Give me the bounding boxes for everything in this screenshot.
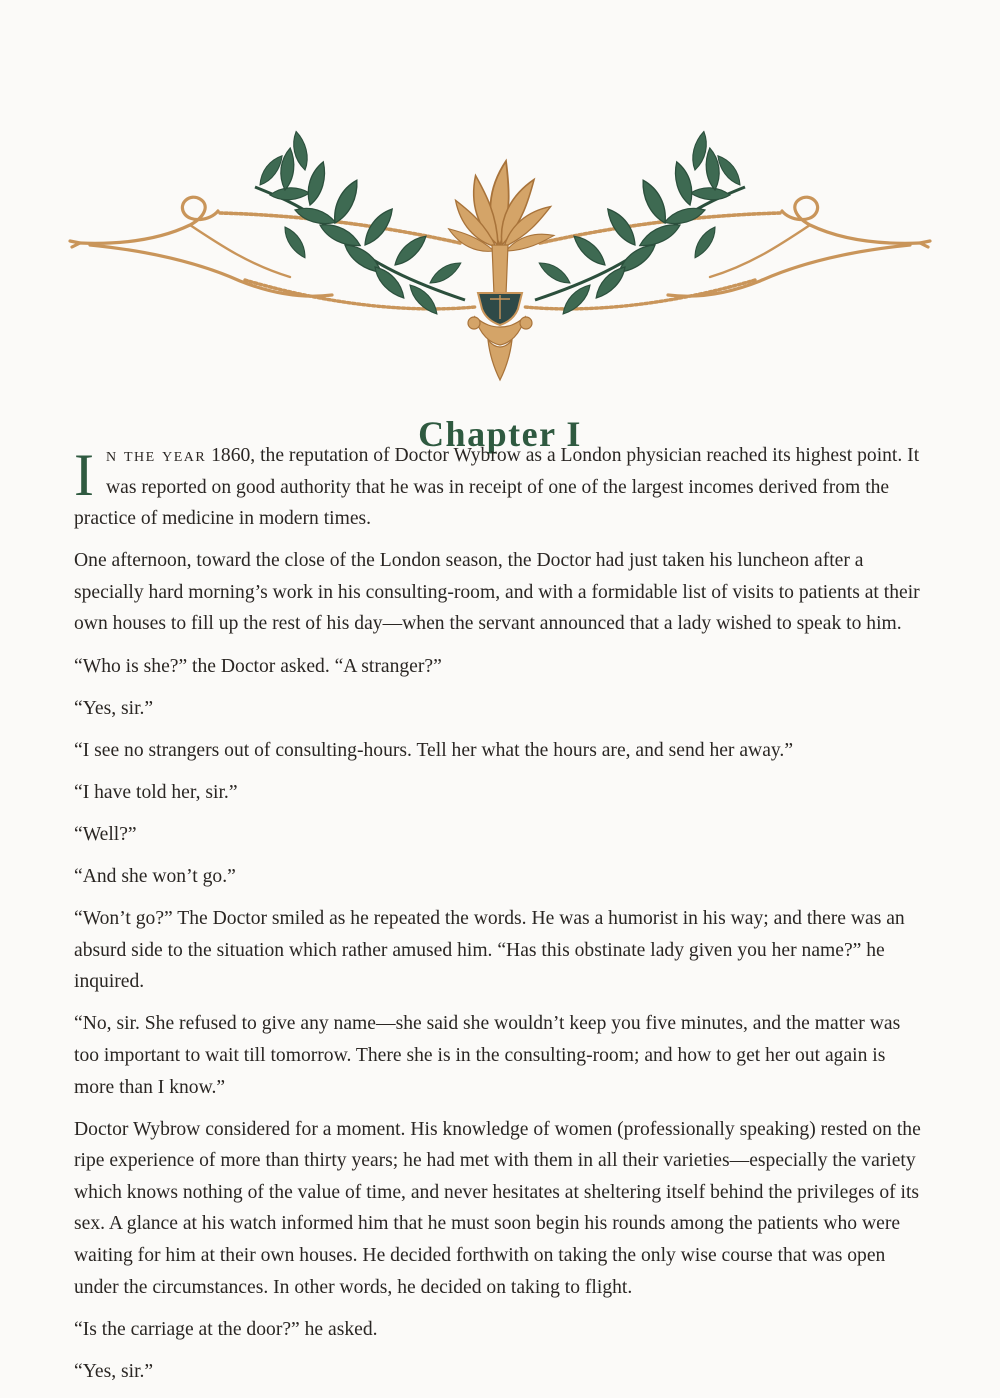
- chapter-title: Chapter I: [418, 414, 582, 455]
- paragraph: “And she won’t go.”: [74, 866, 236, 888]
- paragraph: Doctor Wybrow considered for a moment. His knowledge of women (professionally speaking) rested on the ripe experience of more than thirty years; he had met with them in all their varieties—especially the variety which knows nothing of the value of time, and never hesitates at sheltering itself behind the privileges of its sex. A glance at his watch informed him that he must soon begin his rounds among the patients who were waiting for him at their own houses. He decided forthwith on taking the only wise course that was open under the circumstances. In other words, he decided on taking to flight.: [74, 1118, 921, 1298]
- paragraph: “Who is she?” the Doctor asked. “A stranger?”: [74, 655, 442, 677]
- first-paragraph: [74, 440, 926, 535]
- drop-cap: I: [74, 442, 94, 508]
- first-paragraph-text: 1860, the reputation of Doctor Wybrow as a London physician reached its highest point. It was reported on good authority that he was in receipt of one of the largest incomes derived from the practice of medicine in modern times.: [74, 445, 920, 530]
- floral-ornament-icon: [70, 95, 930, 390]
- paragraph: “No, sir. She refused to give any name—she said she wouldn’t keep you five minutes, and the matter was too important to wait till tomorrow. There she is in the consulting-room; and how to get her out again is more than I know.”: [74, 1013, 901, 1098]
- opening-smallcaps: n the year: [105, 445, 207, 466]
- paragraph: “Yes, sir.”: [74, 1360, 154, 1382]
- paragraph: “Well?”: [74, 823, 137, 845]
- paragraph: “Won’t go?” The Doctor smiled as he repeated the words. He was a humorist in his way; and there was an absurd side to the situation which rather amused him. “Has this obstinate lady given you her name?” he inquired.: [74, 908, 905, 993]
- paragraph: “I see no strangers out of consulting-hours. Tell her what the hours are, and send her away.”: [74, 739, 794, 761]
- paragraph: “Is the carriage at the door?” he asked.: [74, 1318, 378, 1340]
- paragraph: “Yes, sir.”: [74, 697, 154, 719]
- paragraph: “I have told her, sir.”: [74, 781, 238, 803]
- chapter-body: [74, 440, 926, 1398]
- paragraph: One afternoon, toward the close of the London season, the Doctor had just taken his luncheon after a specially hard morning’s work in his consulting-room, and with a formidable list of visits to patients at their own houses to fill up the rest of his day—when the servant announced that a lady wished to speak to him.: [74, 550, 920, 635]
